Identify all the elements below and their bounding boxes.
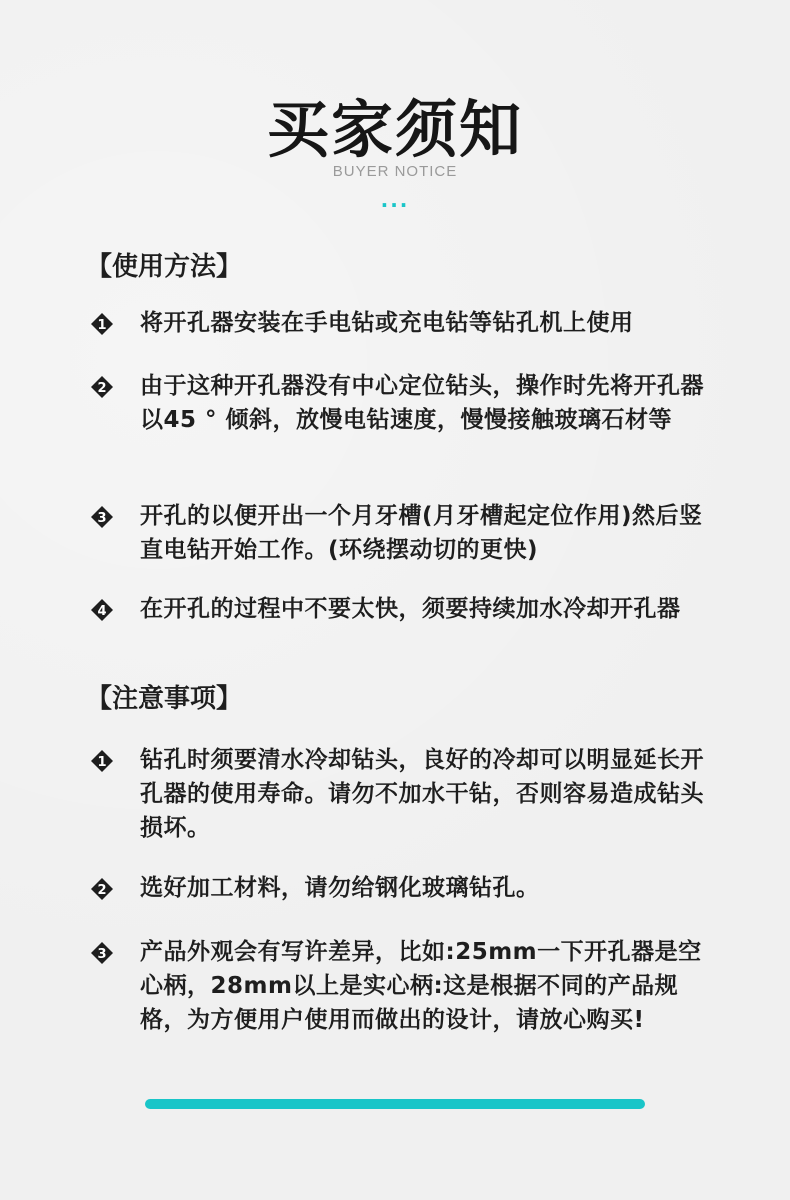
number-1-icon: [90, 312, 114, 336]
decorative-dots: ...: [380, 188, 410, 212]
svg-text:4: 4: [97, 604, 107, 619]
usage-item-text: 由于这种开孔器没有中心定位钻头，操作时先将开孔器以45 ° 倾斜，放慢电钻速度，慢慢接触玻璃石材等: [140, 373, 704, 433]
notes-item-text: 选好加工材料，请勿给钢化玻璃钻孔。: [140, 875, 540, 901]
usage-item-text: 开孔的以便开出一个月牙槽(月牙槽起定位作用)然后竖直电钻开始工作。(环绕摆动切的更快): [140, 503, 703, 563]
svg-text:2: 2: [97, 883, 107, 898]
notes-item-text: 钻孔时须要清水冷却钻头，良好的冷却可以明显延长开孔器的使用寿命。请勿不加水干钻，否则容易造成钻头损坏。: [140, 747, 704, 841]
number-4-icon: [90, 598, 114, 622]
usage-heading: 【使用方法】: [86, 252, 243, 282]
usage-item-text: 在开孔的过程中不要太快，须要持续加水冷却开孔器: [140, 596, 681, 622]
usage-item-text: 将开孔器安装在手电钻或充电钻等钻孔机上使用: [140, 310, 634, 336]
svg-text:2: 2: [97, 381, 107, 396]
svg-text:3: 3: [97, 947, 107, 962]
page-title: 买家须知: [266, 93, 523, 166]
number-3-icon: [90, 505, 114, 529]
svg-text:1: 1: [97, 755, 107, 770]
number-2-icon: [90, 375, 114, 399]
notes-item-text: 产品外观会有写许差异，比如:25mm一下开孔器是空心柄，28mm以上是实心柄:这是根据不同的产品规格，为方便用户使用而做出的设计，请放心购买!: [140, 939, 702, 1033]
svg-text:1: 1: [97, 318, 107, 333]
bottom-accent-bar: [145, 1099, 645, 1109]
page-subtitle: BUYER NOTICE: [332, 163, 458, 180]
number-2-icon: [90, 877, 114, 901]
svg-text:3: 3: [97, 511, 107, 526]
notes-heading: 【注意事项】: [86, 684, 243, 714]
number-3-icon: [90, 941, 114, 965]
number-1-icon: [90, 749, 114, 773]
